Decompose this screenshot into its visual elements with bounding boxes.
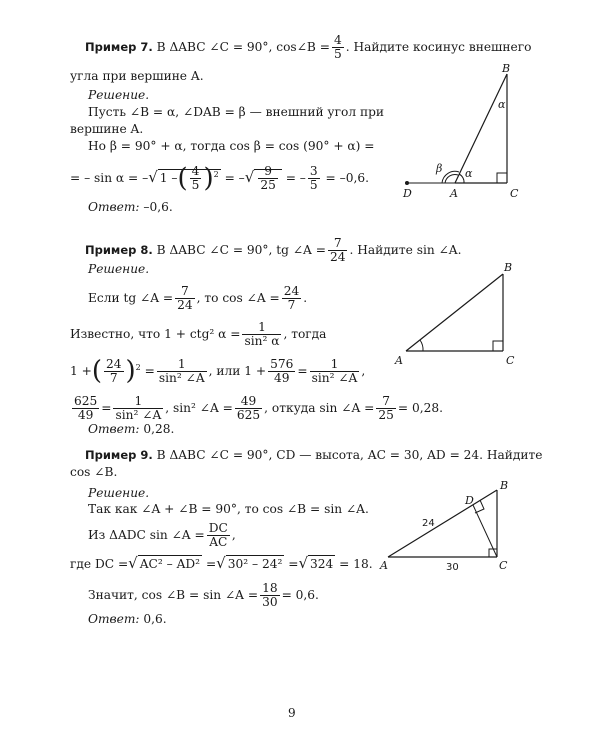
ex9-triangle-figure (378, 478, 523, 578)
ex8-solution-line3: 1 +( $\frac{24}{7}$ )$^2$ = $\frac{1}{\text{sin² ∠A}}$ , или 1 + $\frac{576}{49}$ = $\frac{1}{\text{sin² ∠A}}$ , (70, 356, 366, 386)
ex9-solution-line4: Значит, cos ∠B = sin ∠A = $\frac{18}{30}$ = 0,6. (88, 581, 319, 609)
ex7-condition-cont: угла при вершине A. (70, 69, 204, 83)
ex8-answer: Ответ: 0,28. (88, 422, 175, 436)
ex9-label-b: B (500, 479, 509, 492)
ex7-triangle-figure (400, 60, 530, 200)
ex7-label-a: A (450, 187, 458, 200)
ex7-condition: Пример 7. В ΔABC ∠C = 90°, cos∠B = $\frac{4}{5}$ . Найдите косинус внешнего (85, 33, 532, 61)
ex9-condition: Пример 9. В ΔABC ∠C = 90°, CD — высота, AC = 30, AD = 24. Найдите (85, 448, 543, 462)
ex7-angle-alpha-a: α (465, 167, 473, 180)
ex8-label-a: A (395, 354, 403, 367)
ex7-solution-line3: Но β = 90° + α, тогда cos β = cos (90° + α) = (88, 139, 375, 153)
ex8-condition: Пример 8. В ΔABC ∠C = 90°, tg ∠A = $\frac{7}{24}$ . Найдите sin ∠A. (85, 236, 462, 264)
ex7-solution-line4: = – sin α = –√ 1 –( $\frac{4}{5}$ )$^2$ = –√ $\frac{9}{25}$ = – $\frac{3}{5}$ = –0,6. (70, 163, 369, 194)
ex9-solution-line2: Из ΔADC sin ∠A = $\frac{DC}{AC}$ , (88, 521, 236, 549)
ex7-answer: Ответ: –0,6. (88, 200, 173, 214)
ex8-label-b: B (504, 261, 513, 274)
ex9-solution-line1: Так как ∠A + ∠B = 90°, то cos ∠B = sin ∠A. (88, 502, 369, 516)
ex7-solution-line2: вершине A. (70, 122, 144, 136)
ex7-label-b: B (502, 62, 511, 75)
ex7-solution-label: Решение. (88, 88, 150, 102)
ex9-label-a: A (380, 559, 388, 572)
ex9-solution-label: Решение. (88, 486, 150, 500)
ex9-side-ad: 24 (422, 518, 435, 529)
ex8-label-c: C (506, 354, 515, 367)
ex8-solution-line1: Если tg ∠A = $\frac{7}{24}$ , то cos ∠A = $\frac{24}{7}$ . (88, 284, 308, 312)
ex9-label-c: C (499, 559, 508, 572)
ex9-solution-line3: где DC =√ AC² – AD² =√ 30² – 24² =√ 324 = 18. (70, 554, 373, 572)
ex7-angle-beta: β (436, 162, 443, 175)
ex7-solution-line1: Пусть ∠B = α, ∠DAB = β — внешний угол при (88, 105, 384, 119)
ex8-title: Пример 8. (85, 243, 153, 257)
ex9-condition-cont: cos ∠B. (70, 465, 118, 479)
ex7-cos-fraction: $\frac{4}{5}$ (333, 33, 342, 61)
ex7-angle-alpha-b: α (498, 98, 506, 111)
ex7-label-c: C (510, 187, 519, 200)
ex9-title: Пример 9. (85, 448, 153, 462)
ex8-triangle-figure (390, 258, 525, 370)
ex9-answer: Ответ: 0,6. (88, 612, 167, 626)
ex8-solution-label: Решение. (88, 262, 150, 276)
ex7-label-d: D (403, 187, 412, 200)
ex8-solution-line2: Известно, что 1 + ctg² α = $\frac{1}{\text{sin² α}}$ , тогда (70, 320, 327, 348)
ex8-solution-line4: $\frac{625}{49}$ = $\frac{1}{\text{sin² ∠A}}$ , sin² ∠A = $\frac{49}{625}$ , откуда sin ∠A = $\frac{7}{25}$ = 0,28. (74, 394, 444, 422)
page-number: 9 (288, 706, 296, 720)
ex7-title: Пример 7. (85, 40, 153, 54)
ex9-label-d: D (465, 494, 474, 507)
ex9-side-ac: 30 (446, 562, 459, 573)
